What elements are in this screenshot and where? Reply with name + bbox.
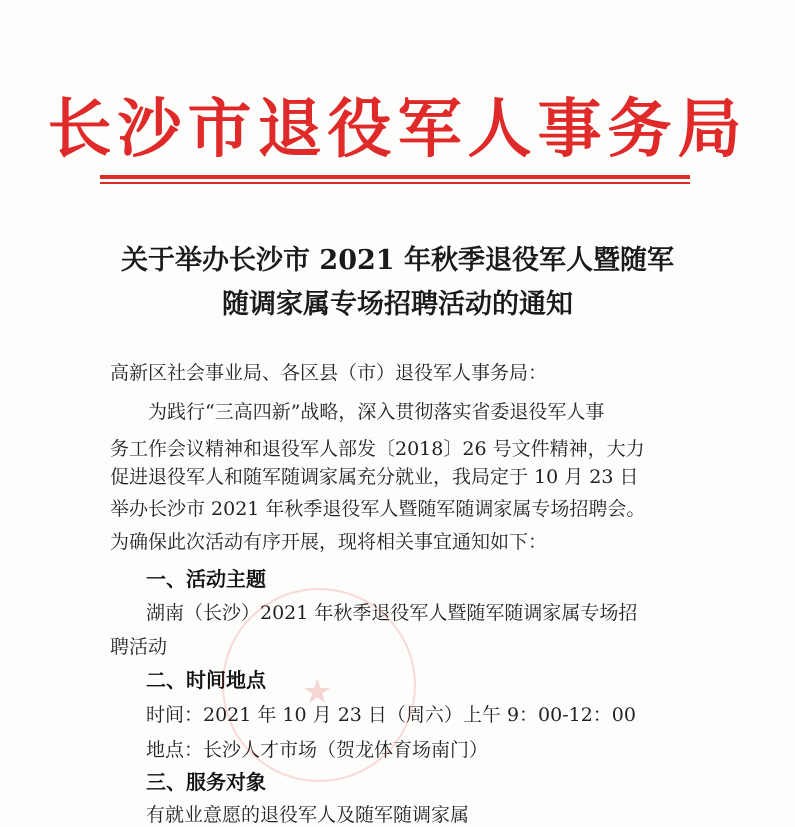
paragraph-line: 务工作会议精神和退役军人部发〔2018〕26 号文件精神，大力 [110,438,645,460]
letterhead-rule-thick [100,175,690,179]
section-heading-audience: 三、服务对象 [146,770,266,794]
document-title-line-2: 随调家属专场招聘活动的通知 [222,289,573,320]
paragraph-line: 促进退役军人和随军随调家属充分就业，我局定于 10 月 23 日 [110,466,639,488]
star-icon: ★ [302,672,333,712]
paragraph-line: 为确保此次活动有序开展，现将相关事宜通知如下： [110,531,548,553]
paragraph-line: 举办长沙市 2021 年秋季退役军人暨随军随调家属专场招聘会。 [110,498,646,520]
section-text-time: 时间：2021 年 10 月 23 日（周六）上午 9：00-12：00 [146,704,636,726]
section-text-place: 地点：长沙人才市场（贺龙体育场南门） [146,739,489,761]
section-text: 湖南（长沙）2021 年秋季退役军人暨随军随调家属专场招 [146,602,638,624]
document-title-line-1: 关于举办长沙市 2021 年秋季退役军人暨随军 [121,245,674,276]
paragraph-line: 为践行“三高四新”战略，深入贯彻落实省委退役军人事 [110,401,605,423]
section-heading-theme: 一、活动主题 [146,567,266,591]
letterhead-rule-thin [100,182,690,184]
recipients-line: 高新区社会事业局、各区县（市）退役军人事务局： [110,362,548,384]
agency-letterhead: 长沙市退役军人事务局 [47,92,748,167]
section-text-audience: 有就业意愿的退役军人及随军随调家属 [146,804,470,826]
section-heading-time-place: 二、时间地点 [146,668,266,692]
section-text: 聘活动 [110,636,168,658]
